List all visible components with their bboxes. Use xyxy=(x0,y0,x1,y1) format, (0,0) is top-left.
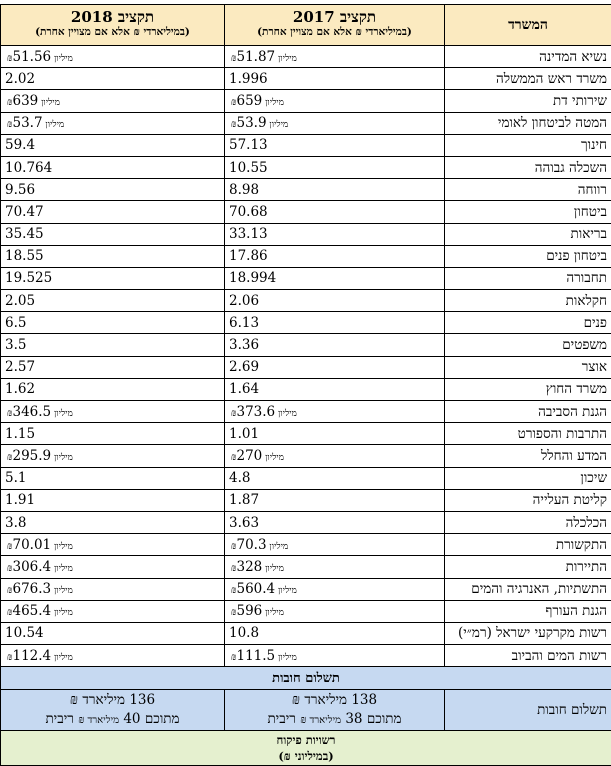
table-row xyxy=(1,600,611,622)
budget-2017-value: 53.9 xyxy=(236,115,266,131)
budget-2018-value: 112.4 xyxy=(12,648,51,664)
authorities-title: רשויות פיקוח xyxy=(5,732,607,748)
unit-label: מיליון ₪ xyxy=(7,542,73,552)
budget-2017-value: 659 xyxy=(236,93,262,109)
header-2018-note: (במיליארדי ₪ אלא אם מצויין אחרת) xyxy=(5,25,220,40)
table-row xyxy=(1,489,611,511)
table-row xyxy=(1,445,611,467)
budget-2018-value: 10.54 xyxy=(5,625,44,641)
debt-2017-total: 138 מיליארד ₪ xyxy=(229,691,440,710)
budget-2017-value: 51.87 xyxy=(236,49,275,65)
office-name: המטה לביטחון לאומי xyxy=(445,112,611,134)
budget-2017-cell xyxy=(225,334,445,356)
budget-2017-cell xyxy=(225,378,445,400)
budget-2018-value: 3.8 xyxy=(5,515,26,531)
table-row xyxy=(1,68,611,90)
budget-2018-value: 2.02 xyxy=(5,71,35,87)
table-row xyxy=(1,134,611,156)
budget-2017-cell xyxy=(225,489,445,511)
unit-label: מיליון ₪ xyxy=(7,409,73,419)
office-name: חקלאות xyxy=(445,290,611,312)
budget-2017-value: 328 xyxy=(236,559,262,575)
budget-2017-value: 373.6 xyxy=(236,404,275,420)
budget-2018-value: 18.55 xyxy=(5,248,44,264)
office-name: קליטת העלייה xyxy=(445,489,611,511)
budget-2018-cell xyxy=(1,645,225,667)
office-name: הכלכלה xyxy=(445,511,611,533)
table-row xyxy=(1,90,611,112)
budget-2017-value: 1.64 xyxy=(229,381,259,397)
debt-2017-interest-b: מיליארד ₪ xyxy=(300,715,341,726)
budget-2018-cell xyxy=(1,578,225,600)
table-row xyxy=(1,156,611,178)
budget-2018-cell xyxy=(1,46,225,68)
debt-2017-interest xyxy=(229,710,440,730)
office-name: נשיא המדינה xyxy=(445,46,611,68)
authorities-section-header xyxy=(1,731,611,766)
office-name: ביטחון פנים xyxy=(445,245,611,267)
budget-2017-value: 57.13 xyxy=(229,137,268,153)
table-row xyxy=(1,401,611,423)
debt-section-title: תשלום חובות xyxy=(1,667,611,690)
budget-2018-value: 1.15 xyxy=(5,426,35,442)
budget-2017-value: 10.8 xyxy=(229,625,259,641)
budget-2017-value: 18.994 xyxy=(229,270,276,286)
budget-2017-value: 70.3 xyxy=(236,537,266,553)
debt-row xyxy=(1,690,611,731)
table-row xyxy=(1,179,611,201)
office-name: התשתיות, האנרגיה והמים xyxy=(445,578,611,600)
budget-2018-value: 19.525 xyxy=(5,270,52,286)
table-row xyxy=(1,622,611,644)
budget-2018-value: 465.4 xyxy=(12,603,51,619)
header-2018-title: תקציב 2018 xyxy=(5,10,220,25)
budget-2018-value: 6.5 xyxy=(5,315,26,331)
table-row xyxy=(1,356,611,378)
budget-2018-cell xyxy=(1,290,225,312)
header-budget-2017 xyxy=(225,5,445,46)
budget-2018-cell xyxy=(1,134,225,156)
budget-2018-value: 306.4 xyxy=(12,559,51,575)
office-name: הגנת הסביבה xyxy=(445,401,611,423)
budget-2017-value: 1.996 xyxy=(229,71,268,87)
budget-2018-value: 1.62 xyxy=(5,381,35,397)
debt-2018-cell xyxy=(1,690,225,731)
budget-2017-value: 560.4 xyxy=(236,581,275,597)
budget-2017-cell xyxy=(225,134,445,156)
budget-2017-value: 4.8 xyxy=(229,470,250,486)
budget-2018-value: 2.57 xyxy=(5,359,35,375)
table-row xyxy=(1,645,611,667)
table-row xyxy=(1,46,611,68)
budget-2017-value: 70.68 xyxy=(229,204,268,220)
table-row xyxy=(1,378,611,400)
unit-label: מיליון ₪ xyxy=(231,653,297,663)
budget-2017-cell xyxy=(225,467,445,489)
budget-2018-cell xyxy=(1,378,225,400)
budget-2018-cell xyxy=(1,312,225,334)
budget-2018-value: 2.05 xyxy=(5,293,35,309)
table-row xyxy=(1,467,611,489)
table-row xyxy=(1,245,611,267)
office-name: רשות מקרקעי ישראל (רמ״י) xyxy=(445,622,611,644)
budget-2017-value: 2.06 xyxy=(229,293,259,309)
office-name: ביטחון xyxy=(445,201,611,223)
budget-2018-value: 59.4 xyxy=(5,137,35,153)
budget-2018-cell xyxy=(1,90,225,112)
header-2017-note: (במיליארדי ₪ אלא אם מצויין אחרת) xyxy=(229,25,440,40)
office-name: אוצר xyxy=(445,356,611,378)
budget-2018-value: 639 xyxy=(12,93,38,109)
table-row xyxy=(1,534,611,556)
budget-2018-value: 676.3 xyxy=(12,581,51,597)
budget-2017-value: 2.69 xyxy=(229,359,259,375)
unit-label: מיליון ₪ xyxy=(231,409,297,419)
budget-2017-value: 1.87 xyxy=(229,492,259,508)
debt-2018-total: 136 מיליארד ₪ xyxy=(5,691,220,710)
budget-2017-cell xyxy=(225,622,445,644)
budget-2018-cell xyxy=(1,201,225,223)
budget-2018-value: 295.9 xyxy=(12,448,51,464)
budget-2018-cell xyxy=(1,423,225,445)
debt-section-header xyxy=(1,667,611,690)
office-name: התקשורת xyxy=(445,534,611,556)
budget-table xyxy=(0,4,611,766)
header-2017-title: תקציב 2017 xyxy=(229,10,440,25)
budget-2017-cell xyxy=(225,245,445,267)
budget-2017-value: 1.01 xyxy=(229,426,259,442)
debt-2017-cell xyxy=(225,690,445,731)
budget-2017-cell xyxy=(225,423,445,445)
budget-2018-cell xyxy=(1,156,225,178)
budget-2018-cell xyxy=(1,534,225,556)
table-row xyxy=(1,223,611,245)
unit-label: מיליון ₪ xyxy=(7,586,73,596)
budget-2018-cell xyxy=(1,112,225,134)
unit-label: מיליון ₪ xyxy=(231,453,284,463)
budget-2018-cell xyxy=(1,334,225,356)
table-row xyxy=(1,201,611,223)
budget-2017-value: 33.13 xyxy=(229,226,268,242)
office-name: משרד החוץ xyxy=(445,378,611,400)
authorities-cell xyxy=(1,731,611,766)
unit-label: מיליון ₪ xyxy=(7,453,73,463)
table-row xyxy=(1,578,611,600)
office-name: התיירות xyxy=(445,556,611,578)
office-name: שירותי דת xyxy=(445,90,611,112)
office-name: השכלה גבוהה xyxy=(445,156,611,178)
debt-office-name: תשלום חובות xyxy=(445,690,611,731)
unit-label: מיליון ₪ xyxy=(7,653,73,663)
unit-label: מיליון ₪ xyxy=(7,608,73,618)
debt-2018-interest-c: ריבית xyxy=(45,711,73,727)
budget-2018-value: 3.5 xyxy=(5,337,26,353)
table-row xyxy=(1,112,611,134)
office-name: חינוך xyxy=(445,134,611,156)
budget-2018-value: 1.91 xyxy=(5,492,35,508)
table-row xyxy=(1,334,611,356)
header-row xyxy=(1,5,611,46)
debt-2018-interest-a: מתוכם 40 xyxy=(123,711,179,727)
budget-2017-cell xyxy=(225,645,445,667)
table-body xyxy=(1,46,611,667)
budget-2018-value: 9.56 xyxy=(5,182,35,198)
table-row xyxy=(1,423,611,445)
budget-2017-cell xyxy=(225,179,445,201)
budget-2017-cell xyxy=(225,267,445,289)
budget-2018-cell xyxy=(1,401,225,423)
unit-label: מיליון ₪ xyxy=(231,586,297,596)
budget-2018-cell xyxy=(1,467,225,489)
unit-label: מיליון ₪ xyxy=(7,120,64,130)
budget-2018-value: 70.01 xyxy=(12,537,51,553)
table-row xyxy=(1,556,611,578)
budget-2017-cell xyxy=(225,201,445,223)
budget-2017-cell xyxy=(225,556,445,578)
budget-2018-cell xyxy=(1,511,225,533)
budget-2018-cell xyxy=(1,68,225,90)
table-row xyxy=(1,267,611,289)
budget-2018-value: 70.47 xyxy=(5,204,44,220)
budget-2017-value: 8.98 xyxy=(229,182,259,198)
budget-2018-value: 10.764 xyxy=(5,160,52,176)
unit-label: מיליון ₪ xyxy=(231,98,284,108)
budget-2017-cell xyxy=(225,156,445,178)
table-row xyxy=(1,511,611,533)
budget-2017-cell xyxy=(225,68,445,90)
debt-2018-interest-b: מיליארד ₪ xyxy=(78,715,119,726)
budget-2017-cell xyxy=(225,112,445,134)
budget-2018-cell xyxy=(1,245,225,267)
budget-2018-value: 53.7 xyxy=(12,115,42,131)
unit-label: מיליון ₪ xyxy=(231,54,297,64)
unit-label: מיליון ₪ xyxy=(231,120,288,130)
budget-2017-cell xyxy=(225,312,445,334)
office-name: תחבורה xyxy=(445,267,611,289)
budget-2017-cell xyxy=(225,401,445,423)
unit-label: מיליון ₪ xyxy=(231,608,284,618)
header-office: המשרד xyxy=(445,5,611,46)
budget-2017-value: 111.5 xyxy=(236,648,275,664)
budget-2017-value: 3.63 xyxy=(229,515,259,531)
office-name: התרבות והספורט xyxy=(445,423,611,445)
budget-2017-cell xyxy=(225,223,445,245)
budget-2018-cell xyxy=(1,267,225,289)
debt-2017-interest-a: מתוכם 38 xyxy=(345,711,401,727)
budget-2018-value: 5.1 xyxy=(5,470,26,486)
budget-2017-value: 10.55 xyxy=(229,160,268,176)
office-name: המדע והחלל xyxy=(445,445,611,467)
office-name: פנים xyxy=(445,312,611,334)
budget-2017-cell xyxy=(225,46,445,68)
budget-2018-cell xyxy=(1,223,225,245)
unit-label: מיליון ₪ xyxy=(231,542,288,552)
budget-2018-value: 51.56 xyxy=(12,49,51,65)
table-row xyxy=(1,290,611,312)
budget-2018-cell xyxy=(1,556,225,578)
authorities-note: (במיליוני ₪) xyxy=(5,748,607,764)
budget-2018-value: 346.5 xyxy=(12,404,51,420)
office-name: רווחה xyxy=(445,179,611,201)
table-row xyxy=(1,312,611,334)
unit-label: מיליון ₪ xyxy=(231,564,284,574)
budget-2017-cell xyxy=(225,534,445,556)
budget-2017-value: 596 xyxy=(236,603,262,619)
budget-2018-cell xyxy=(1,622,225,644)
office-name: הגנת העורף xyxy=(445,600,611,622)
budget-2017-cell xyxy=(225,578,445,600)
budget-2018-value: 35.45 xyxy=(5,226,44,242)
budget-2017-cell xyxy=(225,511,445,533)
budget-2017-value: 3.36 xyxy=(229,337,259,353)
office-name: משפטים xyxy=(445,334,611,356)
unit-label: מיליון ₪ xyxy=(7,54,73,64)
budget-2017-cell xyxy=(225,290,445,312)
budget-2018-cell xyxy=(1,600,225,622)
office-name: שיכון xyxy=(445,467,611,489)
debt-2017-interest-c: ריבית xyxy=(267,711,295,727)
office-name: רשות המים והביוב xyxy=(445,645,611,667)
budget-2017-cell xyxy=(225,600,445,622)
unit-label: מיליון ₪ xyxy=(7,564,73,574)
office-name: משרד ראש הממשלה xyxy=(445,68,611,90)
budget-2018-cell xyxy=(1,489,225,511)
budget-2018-cell xyxy=(1,179,225,201)
budget-2018-cell xyxy=(1,356,225,378)
budget-2017-cell xyxy=(225,356,445,378)
budget-2017-cell xyxy=(225,445,445,467)
budget-2017-value: 270 xyxy=(236,448,262,464)
debt-2018-interest xyxy=(5,710,220,730)
budget-2017-cell xyxy=(225,90,445,112)
budget-2017-value: 17.86 xyxy=(229,248,268,264)
header-budget-2018 xyxy=(1,5,225,46)
unit-label: מיליון ₪ xyxy=(7,98,60,108)
budget-2017-value: 6.13 xyxy=(229,315,259,331)
budget-2018-cell xyxy=(1,445,225,467)
office-name: בריאות xyxy=(445,223,611,245)
